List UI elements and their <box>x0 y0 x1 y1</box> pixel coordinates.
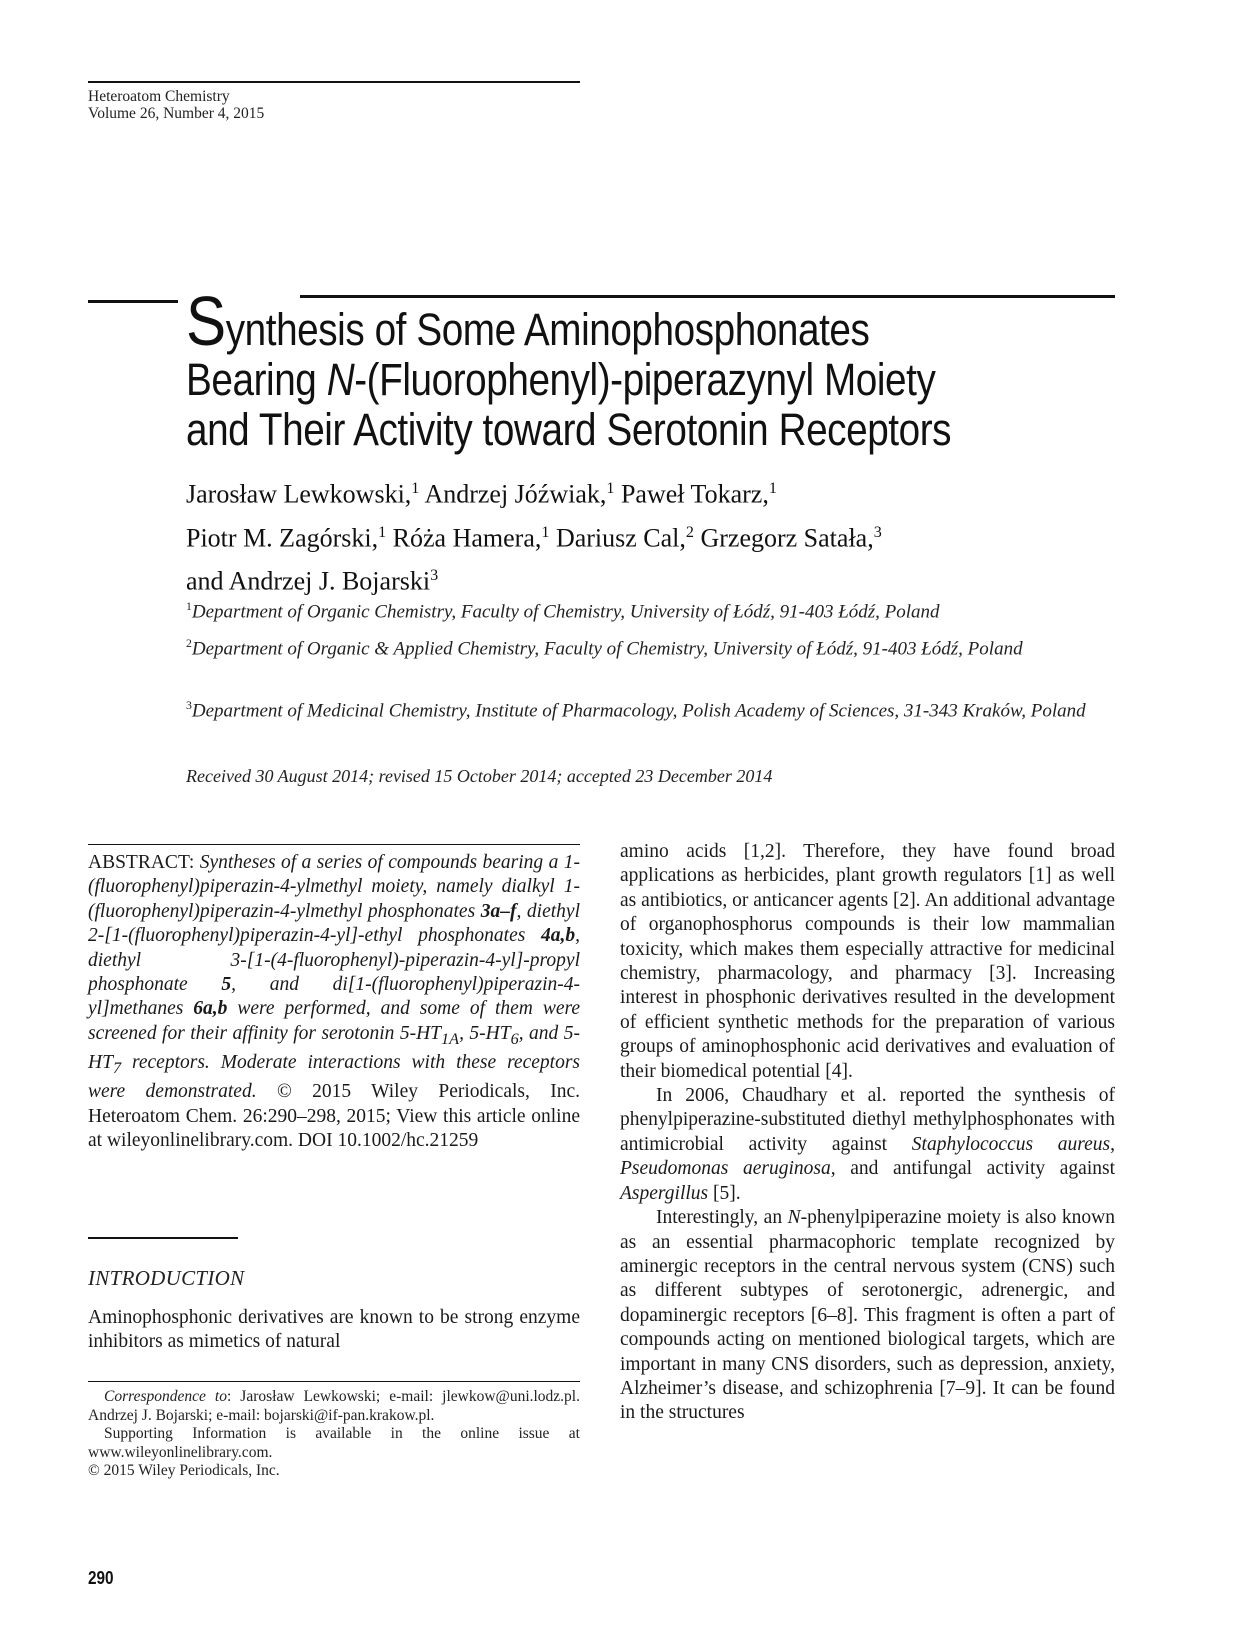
author-name: Jarosław Lewkowski, <box>186 479 412 509</box>
author-name: Paweł Tokarz, <box>620 479 769 509</box>
author-line-1 <box>186 470 1116 514</box>
footnote-rule <box>88 1381 580 1382</box>
title-line-1-text: ynthesis of Some Aminophosphonates <box>225 304 870 355</box>
species-name: Staphylococcus aureus <box>911 1133 1111 1155</box>
author-aff-mark: 1 <box>378 523 387 541</box>
receptor-subscript: 7 <box>112 1059 122 1078</box>
title-drop-letter: S <box>186 282 226 360</box>
paragraph-2 <box>620 1084 1115 1206</box>
right-column-text <box>620 840 1115 1426</box>
correspondence-label: Correspondence to <box>104 1388 227 1405</box>
title-line-2-pre: Bearing <box>186 354 327 405</box>
abstract-text: , 5-HT <box>459 1022 511 1044</box>
compound-ref: 5 <box>221 974 232 996</box>
author-aff-mark: 1 <box>541 523 550 541</box>
title-line-2-post: -(Fluorophenyl)-piperazynyl Moiety <box>354 354 936 405</box>
author-name: Andrzej Jóźwiak, <box>424 479 607 509</box>
paragraph-text: , <box>1110 1133 1116 1155</box>
title-line-2 <box>186 355 986 405</box>
author-name: Róża Hamera, <box>392 523 542 553</box>
correspondence-text: : Jarosław Lewkowski; e-mail: jlewkow@uni.lodz.pl. Andrzej J. Bojarski; e-mail: bojarski@if-pan.krakow.pl. <box>88 1388 580 1424</box>
journal-header-rule <box>88 81 580 83</box>
receptor-subscript: 6 <box>510 1029 519 1048</box>
title-line-2-ital: N <box>326 354 355 405</box>
author-aff-mark: 2 <box>685 523 694 541</box>
abstract-citation: © 2015 Wiley Periodicals, Inc. Heteroatom Chem. 26:290–298, 2015; View this article online at wileyonlinelibrary.com. DOI 10.1002/hc.21259 <box>88 1081 580 1152</box>
abstract-text: , diethyl 3-[1-(4-fluorophenyl)-piperazin-4-yl]-propyl phosphonate <box>88 925 580 996</box>
paragraph-text: In 2006, Chaudhary et al. reported the synthesis of phenylpiperazine-substituted diethyl methylphosphonates with antimicrobial activity against <box>620 1085 1115 1155</box>
abstract-end-rule <box>88 1237 238 1239</box>
author-name: Piotr M. Zagórski, <box>186 523 379 553</box>
author-name: and Andrzej J. Bojarski <box>186 566 431 596</box>
affiliation-text: Department of Organic Chemistry, Faculty of Chemistry, University of Łódź, 91-403 Łódź, Poland <box>191 601 940 623</box>
author-aff-mark: 1 <box>606 480 615 497</box>
copyright-note: © 2015 Wiley Periodicals, Inc. <box>88 1462 280 1479</box>
affiliation-num: 2 <box>186 637 192 650</box>
journal-header <box>88 88 264 122</box>
abstract-text: Syntheses of a series of compounds bearing a 1-(fluorophenyl)piperazin-4-ylmethyl moiety, namely dialkyl 1-(fluorophenyl)piperazin-4-ylmethyl phosphonates <box>88 852 580 922</box>
abstract-text: , diethyl 2-[1-(fluorophenyl)piperazin-4-yl]-ethyl phosphonates <box>88 900 580 947</box>
introduction-text: Aminophosphonic derivatives are known to be strong enzyme inhibitors as mimetics of natural <box>88 1307 580 1353</box>
page-number: 290 <box>88 1568 114 1588</box>
author-aff-mark: 1 <box>411 480 420 497</box>
title-line-3: and Their Activity toward Serotonin Receptors <box>186 404 952 455</box>
affiliation-1 <box>186 594 1116 624</box>
journal-name: Heteroatom Chemistry <box>88 88 230 105</box>
affiliation-3 <box>186 693 1116 723</box>
species-name: Aspergillus <box>620 1182 709 1204</box>
author-aff-mark: 3 <box>873 523 882 541</box>
affiliation-num: 1 <box>186 600 192 613</box>
paragraph-text: Interestingly, an <box>656 1207 788 1229</box>
paragraph-ital: N <box>787 1207 801 1229</box>
abstract-text: were performed, and some of them were screened for their affinity for serotonin 5-HT <box>88 998 581 1044</box>
abstract-text: , and 5-HT <box>88 1022 581 1074</box>
abstract-rule <box>88 844 580 845</box>
author-aff-mark: 3 <box>430 567 439 585</box>
paper-title <box>186 282 986 455</box>
affiliation-num: 3 <box>186 699 192 712</box>
abstract-text: , and di[1-(fluorophenyl)piperazin-4-yl]methanes <box>88 974 580 1020</box>
paragraph-text: and antifungal activity against <box>835 1158 1115 1180</box>
abstract-text: receptors. Moderate interactions with these receptors were demonstrated. <box>88 1052 580 1103</box>
paragraph-1: amino acids [1,2]. Therefore, they have found broad applications as herbicides, plant growth regulators [1] as well as antibiotics, or anticancer agents [2]. An additional advantage of organophosphorus compounds is their low mammalian toxicity, which makes them especially attractive for medicinal chemistry, pharmacology, and pharmacy [3]. Increasing interest in phosphonic derivatives resulted in the development of efficient synthetic methods for the preparation of various groups of aminophosphonic acid derivatives and evaluation of their biomedical potential [4]. <box>620 841 1115 1082</box>
abstract-label: ABSTRACT: <box>88 852 195 873</box>
paragraph-text: -phenylpiperazine moiety is also known as an essential pharmacophoric template recognized by aminergic receptors in the central nervous system (CNS) such as different subtypes of serotonergic, adrenergic, and dopaminergic receptors [6–8]. This fragment is often a part of compounds acting on mentioned biological targets, which are important in many CNS disorders, such as depression, anxiety, Alzheimer’s disease, and schizophrenia [7–9]. It can be found in the structures <box>620 1207 1115 1424</box>
paragraph-text: [5]. <box>708 1182 741 1204</box>
introduction-heading: INTRODUCTION <box>88 1266 245 1290</box>
title-rule-left <box>88 300 178 303</box>
author-name: Dariusz Cal, <box>555 523 686 553</box>
affiliation-2 <box>186 631 1116 661</box>
title-line-1 <box>186 282 986 360</box>
receptor-subscript: 1A <box>441 1029 460 1048</box>
compound-ref: 6a,b <box>193 998 228 1020</box>
supporting-info-note: Supporting Information is available in the online issue at www.wileyonlinelibrary.com. <box>88 1425 580 1461</box>
compound-ref: 3a–f <box>480 900 517 922</box>
journal-volume: Volume 26, Number 4, 2015 <box>88 105 265 122</box>
correspondence-note <box>88 1388 580 1425</box>
affiliation-text: Department of Medicinal Chemistry, Institute of Pharmacology, Polish Academy of Sciences, 31-343 Kraków, Poland <box>191 700 1086 722</box>
compound-ref: 4a,b <box>541 925 576 947</box>
paragraph-3 <box>620 1206 1115 1426</box>
received-dates: Received 30 August 2014; revised 15 October 2014; accepted 23 December 2014 <box>186 766 773 786</box>
author-list <box>186 470 1116 601</box>
author-aff-mark: 1 <box>768 480 777 497</box>
author-name: Grzegorz Satała, <box>700 523 874 553</box>
author-line-2 <box>186 514 1116 558</box>
abstract <box>88 851 580 1154</box>
footnotes <box>88 1388 580 1481</box>
species-name: Pseudomonas aeruginosa, <box>620 1158 836 1180</box>
affiliation-text: Department of Organic & Applied Chemistry, Faculty of Chemistry, University of Łódź, 91-403 Łódź, Poland <box>191 638 1023 660</box>
